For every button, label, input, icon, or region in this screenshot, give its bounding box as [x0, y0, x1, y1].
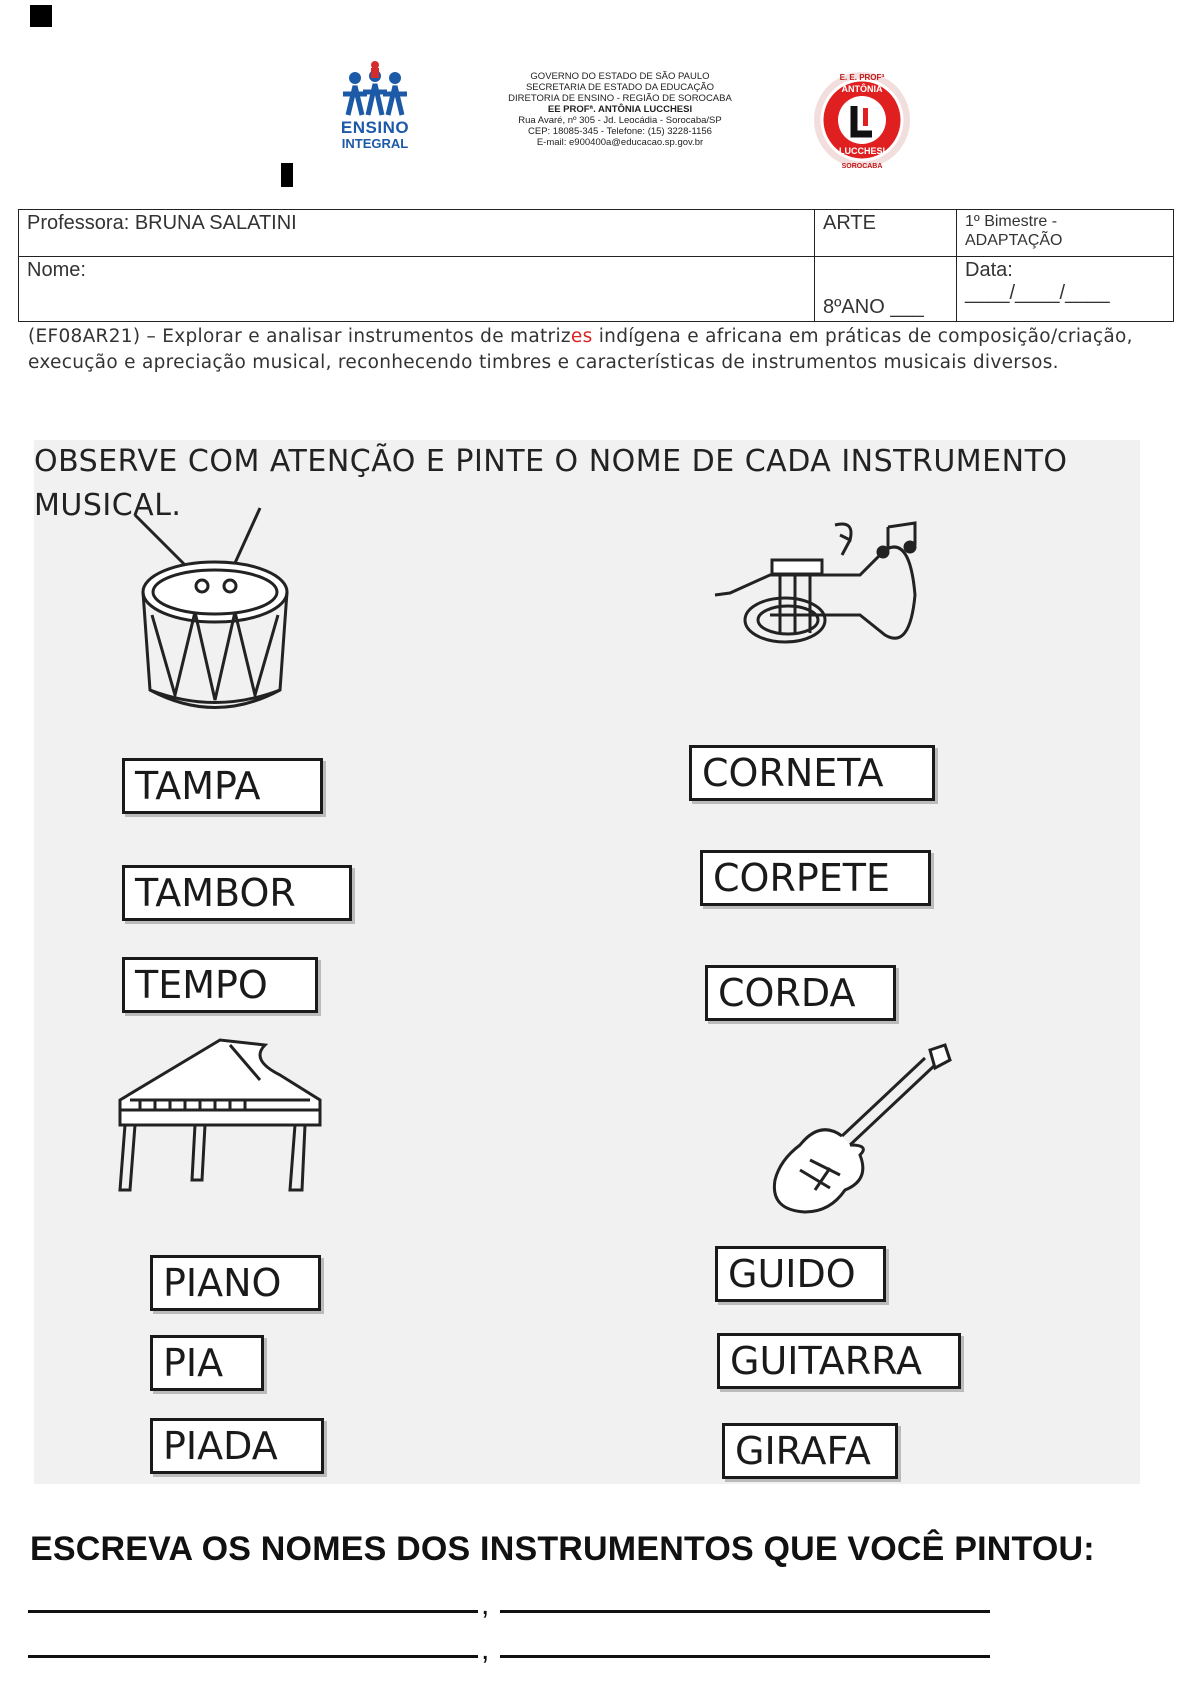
seal-top-text: E. E. PROFª — [839, 73, 885, 82]
gov-line: Rua Avaré, nº 305 - Jd. Leocádia - Sorocaba/SP — [518, 115, 722, 126]
option-corneta[interactable]: CORNETA — [689, 745, 935, 801]
answer-line-1[interactable] — [28, 1610, 478, 1613]
government-header — [470, 71, 770, 148]
option-tampa[interactable]: TAMPA — [122, 758, 323, 814]
skill-text-red: es — [570, 326, 593, 347]
option-piano[interactable]: PIANO — [150, 1255, 321, 1311]
separator-comma: , — [481, 1633, 490, 1666]
school-seal-logo — [812, 70, 912, 170]
skill-text-2: indígena e africana em práticas de composição/criação, execução e apreciação musical, reconhecendo timbres e características de instrumentos musicais diversos. — [28, 326, 1133, 373]
skill-description — [28, 324, 1178, 376]
gov-line: SECRETARIA DE ESTADO DA EDUCAÇÃO — [525, 82, 715, 93]
trumpet-icon — [710, 515, 950, 675]
date-blank[interactable]: ____/____/____ — [965, 282, 1110, 304]
option-piada[interactable]: PIADA — [150, 1418, 324, 1474]
teacher-cell: Professora: BRUNA SALATINI — [19, 210, 815, 257]
ensino-integral-logo — [330, 60, 420, 160]
option-girafa[interactable]: GIRAFA — [722, 1423, 898, 1479]
corner-mark — [30, 5, 52, 27]
ensino-integral-figures-icon — [330, 60, 420, 120]
write-instructions: ESCREVA OS NOMES DOS INSTRUMENTOS QUE VOCÊ PINTOU: — [30, 1530, 1095, 1568]
seal-bottom-text: SOROCABA — [841, 163, 883, 170]
answer-line-4[interactable] — [500, 1655, 990, 1658]
small-mark — [281, 163, 293, 187]
subject-cell: ARTE — [815, 210, 957, 257]
option-tempo[interactable]: TEMPO — [122, 957, 318, 1013]
skill-text-1: (EF08AR21) – Explorar e analisar instrumentos de matriz — [28, 326, 571, 347]
seal-name-1: ANTÔNIA — [841, 84, 883, 94]
term-cell — [957, 210, 1174, 257]
student-info-table — [18, 209, 1174, 322]
logo-word-ensino: ENSINO — [340, 118, 410, 137]
instructions-line-2: MUSICAL. — [34, 488, 182, 523]
option-pia[interactable]: PIA — [150, 1335, 264, 1391]
answer-line-3[interactable] — [28, 1655, 478, 1658]
term-line-2: ADAPTAÇÃO — [965, 232, 1063, 249]
seal-name-2: LUCCHESI — [838, 146, 886, 156]
grade-field[interactable]: 8ºANO ___ — [815, 257, 957, 322]
gov-line: DIRETORIA DE ENSINO - REGIÃO DE SOROCABA — [508, 93, 732, 104]
logo-word-integral: INTEGRAL — [341, 136, 409, 151]
gov-line-school: EE PROFª. ANTÔNIA LUCCHESI — [547, 104, 693, 115]
date-field[interactable] — [957, 257, 1174, 322]
guitar-icon — [760, 1040, 960, 1220]
date-label: Data: — [965, 259, 1013, 281]
option-corda[interactable]: CORDA — [705, 965, 896, 1021]
gov-line: GOVERNO DO ESTADO DE SÃO PAULO — [530, 71, 710, 82]
piano-icon — [110, 1030, 330, 1210]
option-tambor[interactable]: TAMBOR — [122, 865, 352, 921]
name-field[interactable]: Nome: — [19, 257, 815, 322]
answer-line-2[interactable] — [500, 1610, 990, 1613]
term-line-1: 1º Bimestre - — [965, 213, 1058, 230]
instructions-line-1: OBSERVE COM ATENÇÃO E PINTE O NOME DE CADA INSTRUMENTO — [34, 444, 1068, 479]
separator-comma: , — [481, 1588, 490, 1621]
drum-icon — [130, 500, 330, 720]
option-corpete[interactable]: CORPETE — [700, 850, 931, 906]
option-guitarra[interactable]: GUITARRA — [717, 1333, 961, 1389]
gov-line: E-mail: e900400a@educacao.sp.gov.br — [536, 137, 704, 148]
option-guido[interactable]: GUIDO — [715, 1246, 886, 1302]
gov-line: CEP: 18085-345 - Telefone: (15) 3228-1156 — [528, 126, 712, 137]
